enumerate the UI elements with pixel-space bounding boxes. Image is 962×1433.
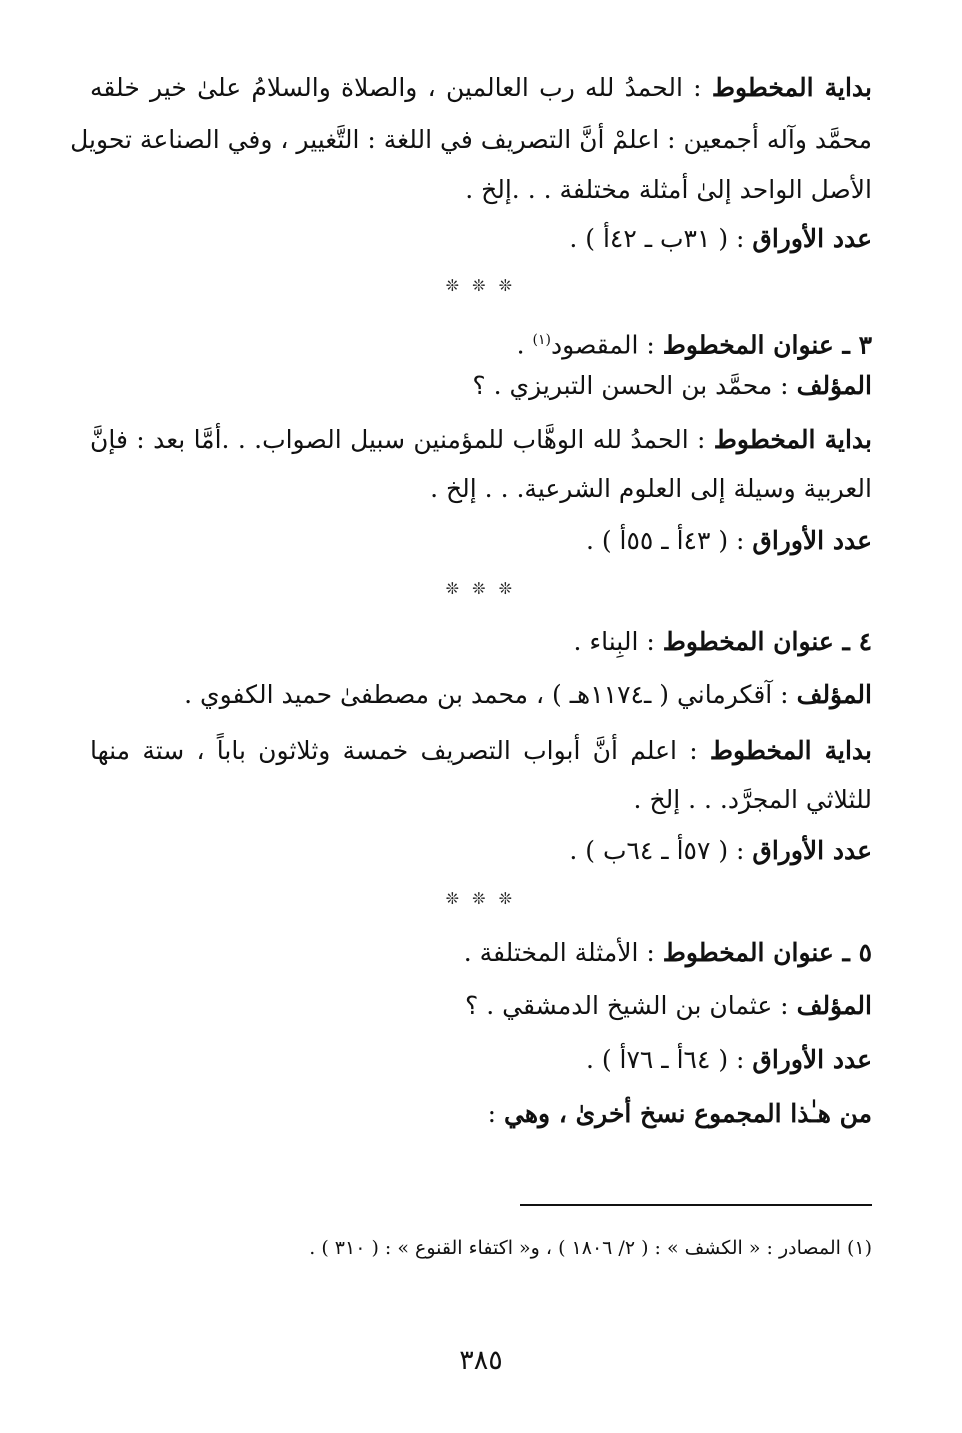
field-label: من هـٰذا المجموع نسخ أخرىٰ ، وهي: [504, 1099, 872, 1128]
field-value: : ( ٦٤أ ـ ٧٦أ ) .: [585, 1045, 753, 1074]
section-separator: ❊ ❊ ❊: [445, 579, 517, 598]
field-label: عدد الأوراق: [752, 526, 872, 555]
field-value: :: [487, 1099, 505, 1128]
text-line: للثلاثي المجرَّد. . . إلخ .: [633, 785, 872, 814]
field-value: : اعلم أنَّ أبواب التصريف خمسة وثلاثون باباً ، ستة منها: [90, 736, 710, 765]
text-line: [90, 70, 872, 106]
field-value: : الحمدُ لله الوهَّاب للمؤمنين سبيل الصواب. . .أمَّا بعد : فإنَّ: [90, 425, 714, 454]
text-line: [90, 1096, 872, 1132]
footnote-divider: [520, 1204, 872, 1206]
field-label: عدد الأوراق: [752, 1045, 872, 1074]
text-line: [90, 833, 872, 869]
footnote-marker: (١): [532, 332, 552, 348]
field-label: المؤلف: [796, 371, 872, 400]
text-line: [90, 422, 872, 458]
text-line: [90, 368, 872, 404]
field-value: : البِناء .: [573, 627, 663, 656]
field-value: : آقكرماني ( ـ١١٧٤هـ ) ، محمد بن مصطفىٰ حميد الكفوي .: [184, 680, 797, 709]
section-separator: ❊ ❊ ❊: [445, 276, 517, 295]
field-value-tail: .: [516, 330, 533, 360]
text-line: العربية وسيلة إلى العلوم الشرعية. . . إلخ .: [430, 474, 872, 503]
field-label: عدد الأوراق: [752, 836, 872, 865]
field-value: : الحمدُ لله رب العالمين ، والصلاة والسلامُ علىٰ خير خلقه: [90, 73, 712, 102]
field-label: بداية المخطوط: [709, 736, 872, 765]
field-label: بداية المخطوط: [713, 425, 872, 454]
text-line: [90, 523, 872, 559]
text-line: [90, 221, 872, 257]
text-line: [90, 322, 872, 363]
field-value: : ( ٥٧أ ـ ٦٤ب ) .: [569, 836, 753, 865]
field-label: عدد الأوراق: [752, 224, 872, 253]
field-value: : الأمثلة المختلفة .: [463, 938, 663, 967]
field-label: المؤلف: [796, 680, 872, 709]
text-line: [90, 935, 872, 971]
text-line: الأصل الواحد إلىٰ أمثلة مختلفة . . .إلخ .: [465, 175, 872, 204]
section-separator: ❊ ❊ ❊: [445, 889, 517, 908]
text-line: [90, 677, 872, 713]
field-label: المؤلف: [796, 991, 872, 1020]
field-value: : ( ٤٣أ ـ ٥٥أ ) .: [585, 526, 753, 555]
text-line: [90, 733, 872, 769]
field-label: بداية المخطوط: [711, 73, 872, 102]
field-label: ٤ ـ عنوان المخطوط: [662, 627, 872, 656]
text-line: [90, 988, 872, 1024]
text-line: [90, 624, 872, 660]
field-label: ٥ ـ عنوان المخطوط: [662, 938, 872, 967]
field-label: ٣ ـ عنوان المخطوط: [662, 330, 872, 360]
page-number: ٣٨٥: [459, 1345, 503, 1376]
text-line: محمَّد وآله أجمعين : اعلمْ أنَّ التصريف في اللغة : التَّغيير ، وفي الصناعة تحويل: [70, 125, 872, 154]
field-value: : ( ٣١ب ـ ٤٢أ ) .: [569, 224, 753, 253]
field-value: : عثمان بن الشيخ الدمشقي . ؟: [465, 991, 797, 1020]
text-line: [90, 1042, 872, 1078]
field-value: : المقصود: [551, 330, 663, 360]
footnote: (١) المصادر : « الكشف » : ( ٢/ ١٨٠٦ ) ، و« اكتفاء القنوع » : ( ٣١٠ ) .: [309, 1237, 872, 1259]
field-value: : محمَّد بن الحسن التبريزي . ؟: [472, 371, 797, 400]
